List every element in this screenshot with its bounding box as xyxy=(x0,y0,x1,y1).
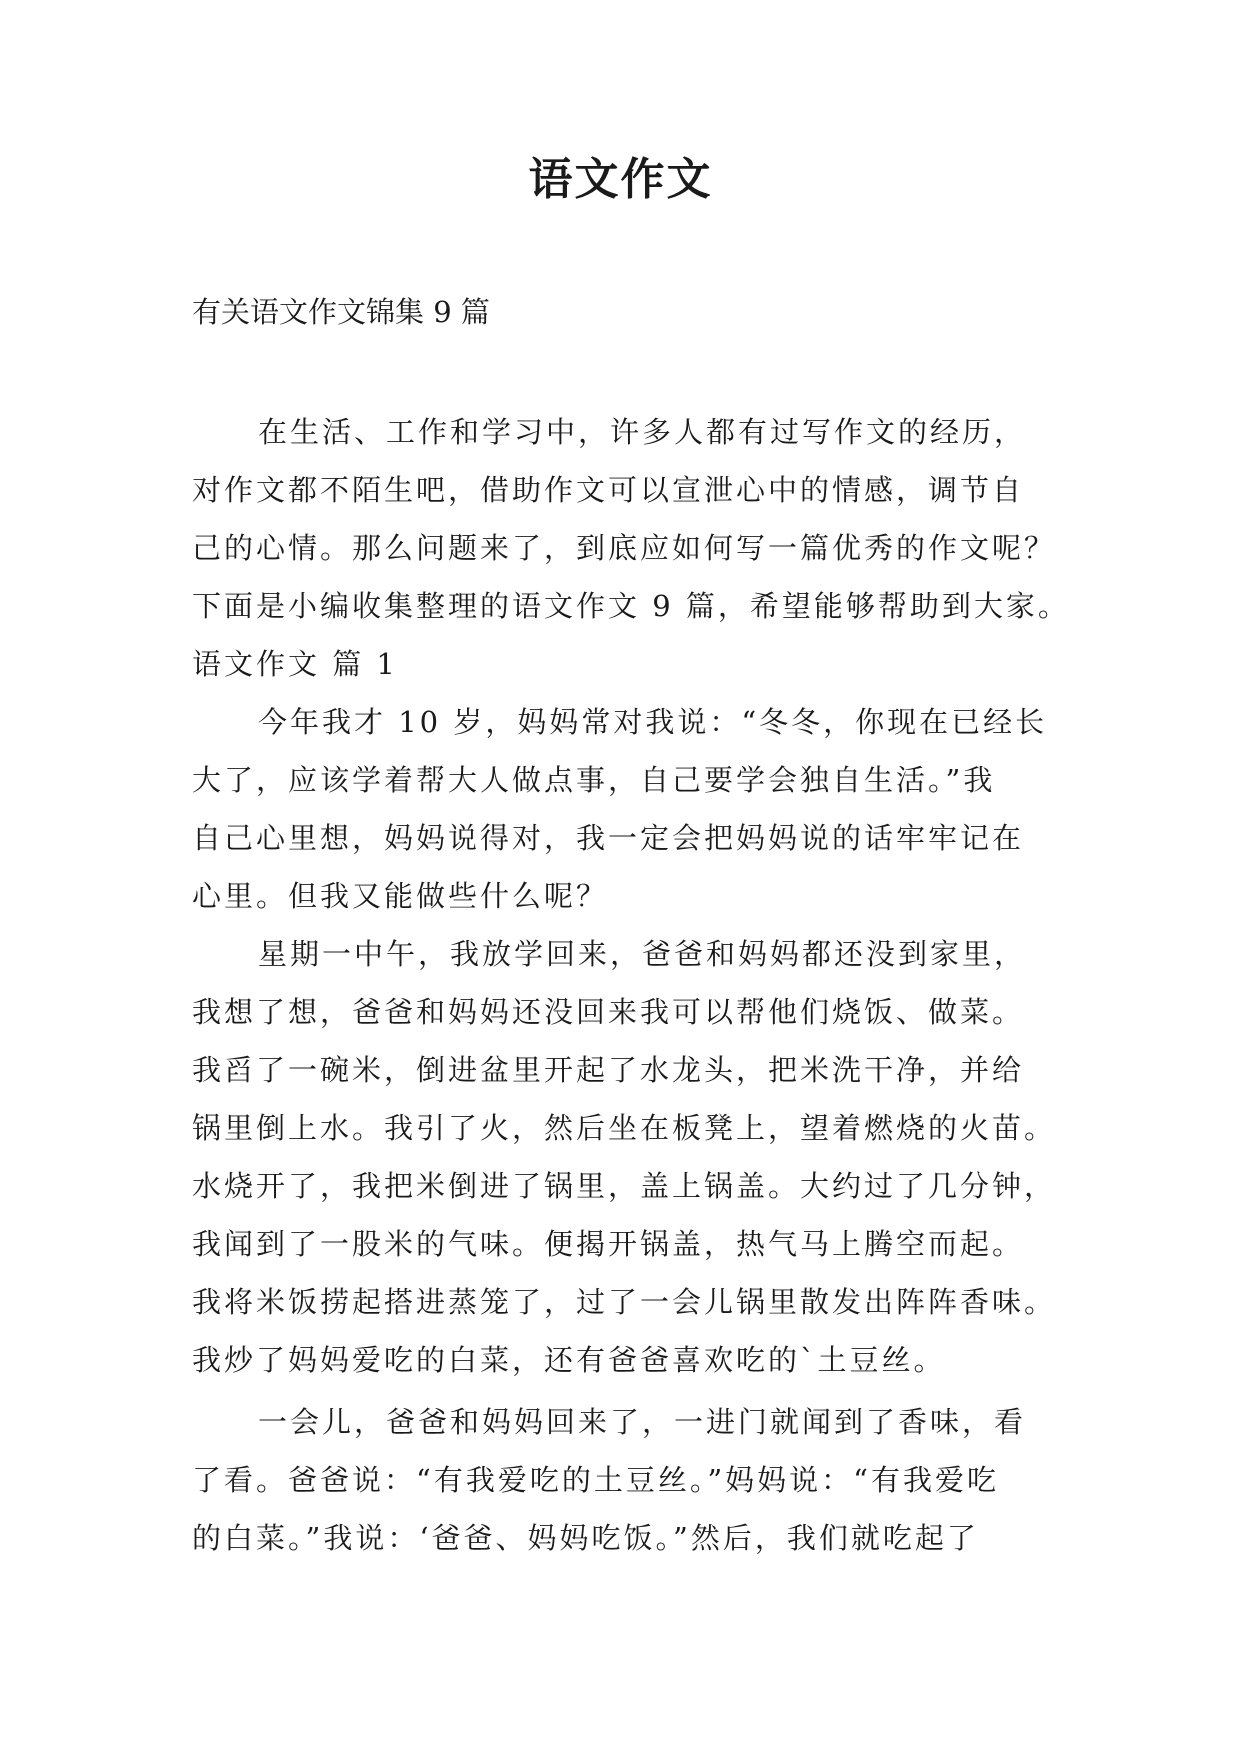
body-line: 我炒了妈妈爱吃的白菜，还有爸爸喜欢吃的`土豆丝。 xyxy=(192,1343,946,1377)
body-line: 己的心情。那么问题来了，到底应如何写一篇优秀的作文呢？ xyxy=(192,531,1057,565)
body-line: 我想了想，爸爸和妈妈还没回来我可以帮他们烧饭、做菜。 xyxy=(192,995,1025,1029)
document-title: 语文作文 xyxy=(528,154,713,205)
body-line: 了看。爸爸说：“有我爱吃的土豆丝。”妈妈说：“有我爱吃 xyxy=(192,1463,999,1497)
body-line: 对作文都不陌生吧，借助作文可以宣泄心中的情感，调节自 xyxy=(192,473,1025,507)
body-line: 下面是小编收集整理的语文作文 9 篇，希望能够帮助到大家。 xyxy=(192,589,1070,623)
document-body xyxy=(192,403,1070,1567)
body-line: 锅里倒上水。我引了火，然后坐在板凳上，望着燃烧的火苗。 xyxy=(192,1111,1057,1145)
body-line: 一会儿，爸爸和妈妈回来了，一进门就闻到了香味，看 xyxy=(258,1405,1027,1439)
body-line: 的白菜。”我说：‘爸爸、妈妈吃饭。”然后，我们就吃起了 xyxy=(192,1521,979,1555)
section-heading: 语文作文 篇 1 xyxy=(192,647,398,681)
body-line: 大了，应该学着帮大人做点事，自己要学会独自生活。”我 xyxy=(192,763,996,797)
body-line: 在生活、工作和学习中，许多人都有过写作文的经历， xyxy=(258,415,1027,449)
body-line: 星期一中午，我放学回来，爸爸和妈妈都还没到家里， xyxy=(258,937,1027,971)
body-line: 自己心里想，妈妈说得对，我一定会把妈妈说的话牢牢记在 xyxy=(192,821,1025,855)
body-line: 我舀了一碗米，倒进盆里开起了水龙头，把米洗干净，并给 xyxy=(192,1053,1025,1087)
body-line: 今年我才 10 岁，妈妈常对我说：“冬冬，你现在已经长 xyxy=(258,705,1048,739)
document-subtitle: 有关语文作文锦集 9 篇 xyxy=(192,295,490,329)
body-line: 水烧开了，我把米倒进了锅里，盖上锅盖。大约过了几分钟， xyxy=(192,1169,1057,1203)
body-line: 我将米饭捞起搭进蒸笼了，过了一会儿锅里散发出阵阵香味。 xyxy=(192,1285,1057,1319)
body-line: 心里。但我又能做些什么呢？ xyxy=(192,879,609,913)
body-line: 我闻到了一股米的气味。便揭开锅盖，热气马上腾空而起。 xyxy=(192,1227,1025,1261)
